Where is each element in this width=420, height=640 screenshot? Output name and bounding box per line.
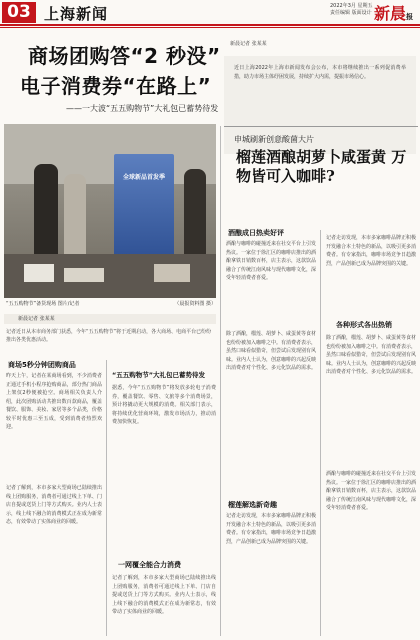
newspaper-logo (374, 1, 413, 24)
date-line-1: 2022年3月 星期五 (330, 3, 373, 9)
column-divider (320, 230, 321, 636)
header-rule-thin (0, 27, 420, 28)
header-rule (0, 24, 420, 26)
photo-card (64, 268, 104, 282)
right-text-c: 记者走访发现，本市多家咖啡品牌正积极开发融合本土特色的新品，以吸引更多消费者。有专家指出，咖啡市场竞争日趋激烈，产品创新已成为品牌突围的关键。 (226, 513, 317, 545)
photo-person (184, 169, 206, 264)
right-sub-heading-a: 酒酿成日热卖好评 (228, 229, 284, 237)
right-headline: 榴莲酒酿胡萝卜咸蛋黄 万物皆可入咖啡? (236, 148, 407, 185)
author-strip: 新晨记者 张某某 (4, 314, 216, 324)
photo-person (64, 174, 86, 264)
column-divider (106, 360, 107, 636)
right-text-f: 酒酿与咖啡的碰撞近来在社交平台上引发热议。一家位于徐汇区的咖啡店推出的酒酿拿铁日销数百杯，店主表示，这款饮品融合了传统江南风味与现代咖啡文化，深受年轻消费者喜爱。 (326, 471, 417, 511)
main-headline-line-2: 电子消费券“在路上” (20, 74, 212, 98)
article-intro: 记者近日从本市商务部门获悉，今年“五五购物节”将于近期启动，各大商场、电商平台已纷纷推出各类优惠活动。 (6, 329, 212, 343)
photo-person (34, 164, 58, 264)
body-column-a: 昨天上午，记者在某商场看到，不少消费者正通过手机小程序抢购商品，部分热门商品上架仅2秒便被抢空。商场相关负责人介绍，此次团购活动共推出数百款商品，覆盖餐饮、服饰、美妆、家居等多个品类，价格较平时优惠三至五成，受到消费者热烈欢迎。 (6, 373, 102, 430)
right-text-a: 酒酿与咖啡的碰撞近来在社交平台上引发热议。一家位于徐汇区的咖啡店推出的酒酿拿铁日销数百杯，店主表示，这款饮品融合了传统江南风味与现代咖啡文化，深受年轻消费者喜爱。 (226, 241, 317, 281)
photo-caption (6, 300, 216, 307)
body-column-b: 据悉，今年“五五购物节”将发放多轮电子消费券，覆盖餐饮、零售、文旅等多个消费场景，预计将撬动更大规模的消费。相关部门表示，将持续优化营商环境，激发市场活力，推动消费加快恢复。 (112, 385, 216, 425)
photo-card (154, 264, 190, 282)
column-divider (220, 126, 221, 636)
caption-credit: （晨报资料图 摄） (174, 301, 216, 307)
sub-heading-1: 商场5秒分钟团购商品 (8, 361, 76, 369)
date-info (330, 3, 373, 17)
photo-card (24, 264, 54, 282)
body-column-b-cont: 记者了解到，本市多家大型商场已陆续推出线上团购服务，消费者可通过线上下单、门店自提或送货上门等方式购买。业内人士表示，线上线下融合的消费模式正在成为新常态，有效带动了实体商业的回暖。 (112, 575, 216, 615)
logo-main: 新晨 (374, 4, 407, 23)
body-column-a-cont: 记者了解到，本市多家大型商场已陆续推出线上团购服务，消费者可通过线上下单、门店自提或送货上门等方式购买。业内人士表示，线上线下融合的消费模式正在成为新常态，有效带动了实体商业的回暖。 (6, 485, 102, 525)
main-subheadline: ——一大波“五五购物节”大礼包已蓄势待发 (66, 104, 219, 113)
right-text-b: 除了酒酿，榴莲、胡萝卜、咸蛋黄等食材也纷纷被加入咖啡之中。有消费者表示，虽然口味看似猎奇，但尝试后发现别有风味。业内人士认为，创意咖啡的兴起反映出消费者对个性化、多元化饮品的需求。 (226, 331, 317, 371)
right-sub-heading-c: 榴莲解选新奇趣 (228, 501, 277, 509)
promo-panel (114, 154, 174, 264)
right-text-e: 除了酒酿，榴莲、胡萝卜、咸蛋黄等食材也纷纷被加入咖啡之中。有消费者表示，虽然口味看似猎奇，但尝试后发现别有风味。业内人士认为，创意咖啡的兴起反映出消费者对个性化、多元化饮品的需求。 (326, 335, 417, 375)
page-header (0, 0, 420, 26)
logo-small: 报 (406, 12, 414, 21)
right-summary-text: 近日上海2022年上海市新闻发布会公布，本市将继续推出一系列促消费举措，助力市场主体纾困发展，持续扩大内需，提振市场信心。 (234, 65, 406, 80)
section-title: 上海新闻 (44, 5, 109, 23)
sub-heading-2: “五五购物节”大礼包已蓄势待发 (112, 371, 206, 379)
news-photo (4, 124, 216, 298)
right-divider (224, 126, 418, 127)
caption-text: “五五购物节”备货现场 图片/记者 (6, 301, 80, 307)
page-number: 03 (2, 2, 36, 23)
sub-heading-3: 一网覆全能合力消费 (118, 561, 181, 569)
main-headline-line-1: 商场团购答“2 秒没” (28, 44, 221, 68)
right-text-d: 记者走访发现，本市多家咖啡品牌正积极开发融合本土特色的新品，以吸引更多消费者。有专家指出，咖啡市场竞争日趋激烈，产品创新已成为品牌突围的关键。 (326, 235, 417, 267)
right-sub-heading-b: 各种形式各出热销 (336, 321, 392, 329)
right-author: 新晨记者 张某某 (230, 41, 267, 47)
date-line-2: 责任编辑 版面设计 (330, 10, 372, 16)
right-kicker: 申城刷新创意酸菌大片 (234, 135, 314, 144)
promo-panel-text: 全球新品首发季 (122, 174, 165, 181)
